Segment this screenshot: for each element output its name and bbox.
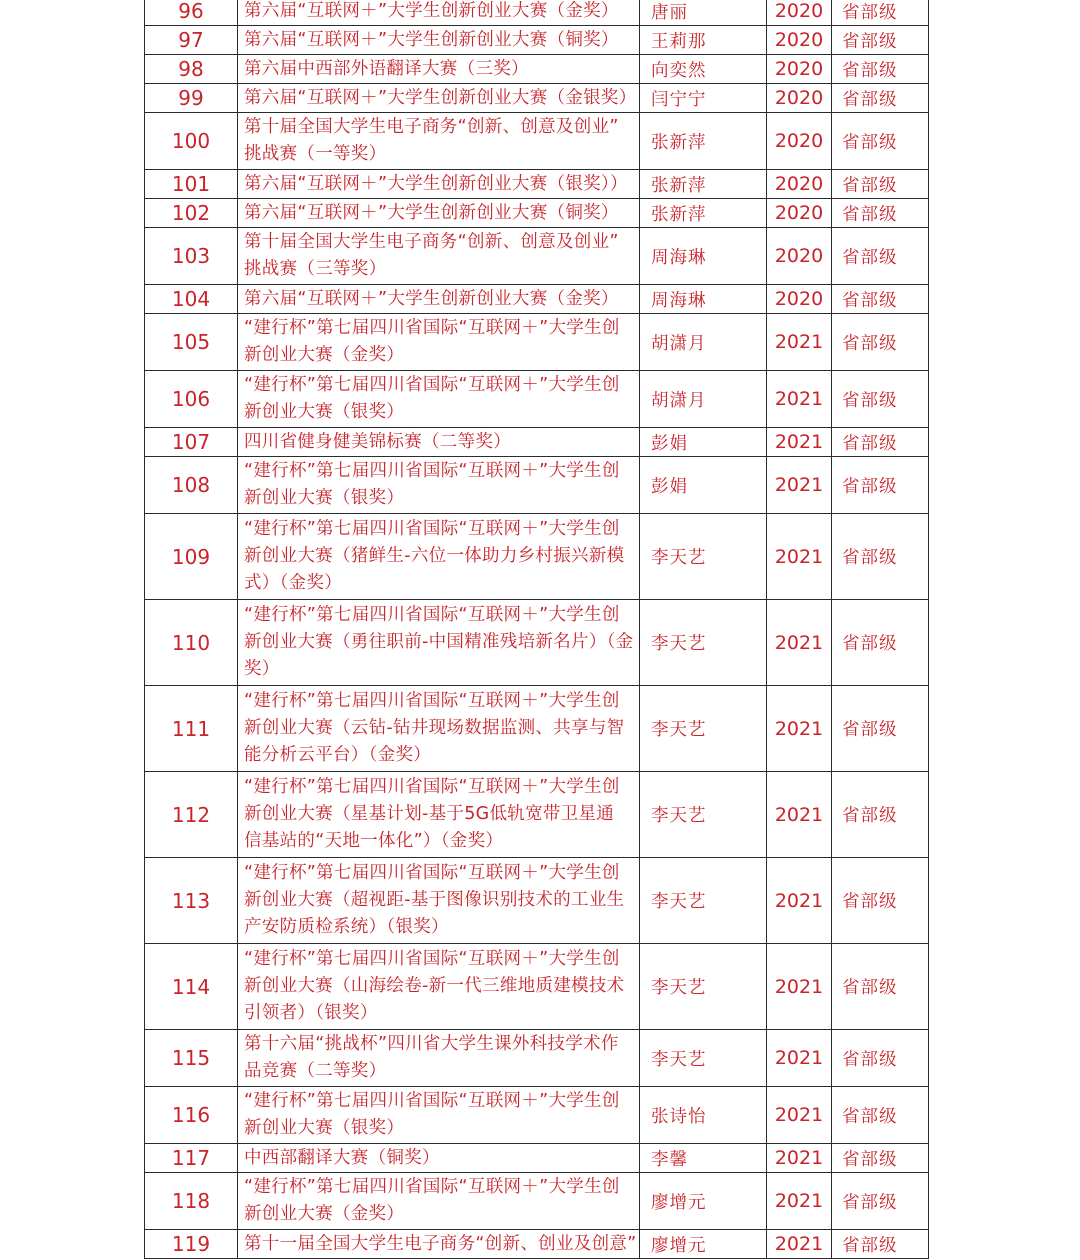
table-row: [145, 55, 929, 84]
award-year-cell: 2021: [767, 1087, 832, 1144]
award-number-cell: 105: [145, 314, 238, 371]
award-number-cell: 107: [145, 428, 238, 457]
award-name-cell: 第六届“互联网＋”大学生创新创业大赛（银奖））: [238, 170, 640, 199]
award-level-cell: 省部级: [832, 1030, 929, 1087]
award-name-cell: 第六届“互联网＋”大学生创新创业大赛（金奖）: [238, 285, 640, 314]
recipient-name-cell: 胡潇月: [640, 371, 767, 428]
award-year-cell: 2021: [767, 457, 832, 514]
award-number-cell: 116: [145, 1087, 238, 1144]
award-year-cell: 2021: [767, 858, 832, 944]
table-row: [145, 600, 929, 686]
award-number-cell: 119: [145, 1230, 238, 1259]
award-name-cell: “建行杯”第七届四川省国际“互联网＋”大学生创 新创业大赛（云钻-钻井现场数据监测、共享与智 能分析云平台）（金奖）: [238, 686, 640, 772]
award-name-cell: 第十一届全国大学生电子商务“创新、创业及创意”: [238, 1230, 640, 1259]
award-number-cell: 110: [145, 600, 238, 686]
award-name-cell: 第十六届“挑战杯”四川省大学生课外科技学术作 品竞赛（二等奖）: [238, 1030, 640, 1087]
award-level-cell: 省部级: [832, 1144, 929, 1173]
table-row: [145, 285, 929, 314]
award-year-cell: 2021: [767, 1030, 832, 1087]
award-number-cell: 101: [145, 170, 238, 199]
award-name-cell: 四川省健身健美锦标赛（二等奖）: [238, 428, 640, 457]
award-level-cell: 省部级: [832, 84, 929, 113]
award-name-cell: “建行杯”第七届四川省国际“互联网＋”大学生创 新创业大赛（猪鲜生-六位一体助力乡村振兴新模 式）（金奖）: [238, 514, 640, 600]
award-level-cell: 省部级: [832, 113, 929, 170]
award-name-cell: “建行杯”第七届四川省国际“互联网＋”大学生创 新创业大赛（银奖）: [238, 1087, 640, 1144]
recipient-name-cell: 唐丽: [640, 0, 767, 26]
recipient-name-cell: 张新萍: [640, 170, 767, 199]
table-row: [145, 113, 929, 170]
award-year-cell: 2020: [767, 84, 832, 113]
table-row: [145, 170, 929, 199]
award-level-cell: 省部级: [832, 428, 929, 457]
award-year-cell: 2020: [767, 113, 832, 170]
award-year-cell: 2021: [767, 944, 832, 1030]
award-year-cell: 2021: [767, 314, 832, 371]
table-row: [145, 0, 929, 26]
award-year-cell: 2021: [767, 1144, 832, 1173]
award-year-cell: 2021: [767, 772, 832, 858]
table-row: [145, 686, 929, 772]
award-level-cell: 省部级: [832, 1230, 929, 1259]
table-row: [145, 428, 929, 457]
award-number-cell: 103: [145, 228, 238, 285]
recipient-name-cell: 李天艺: [640, 1030, 767, 1087]
award-level-cell: 省部级: [832, 944, 929, 1030]
award-year-cell: 2020: [767, 199, 832, 228]
award-year-cell: 2020: [767, 170, 832, 199]
recipient-name-cell: 张新萍: [640, 199, 767, 228]
award-year-cell: 2021: [767, 371, 832, 428]
award-level-cell: 省部级: [832, 600, 929, 686]
award-year-cell: 2020: [767, 26, 832, 55]
table-row: [145, 314, 929, 371]
recipient-name-cell: 廖增元: [640, 1173, 767, 1230]
award-year-cell: 2021: [767, 600, 832, 686]
recipient-name-cell: 向奕然: [640, 55, 767, 84]
awards-table: [144, 0, 929, 1259]
recipient-name-cell: 张诗怡: [640, 1087, 767, 1144]
award-level-cell: 省部级: [832, 457, 929, 514]
award-name-cell: 第十届全国大学生电子商务“创新、创意及创业” 挑战赛（三等奖）: [238, 228, 640, 285]
table-row: [145, 228, 929, 285]
award-number-cell: 117: [145, 1144, 238, 1173]
award-name-cell: “建行杯”第七届四川省国际“互联网＋”大学生创 新创业大赛（山海绘卷-新一代三维地质建模技术 引领者）（银奖）: [238, 944, 640, 1030]
recipient-name-cell: 胡潇月: [640, 314, 767, 371]
table-row: [145, 1087, 929, 1144]
award-level-cell: 省部级: [832, 1173, 929, 1230]
table-row: [145, 199, 929, 228]
recipient-name-cell: 张新萍: [640, 113, 767, 170]
award-name-cell: “建行杯”第七届四川省国际“互联网＋”大学生创 新创业大赛（勇往职前-中国精准残培新名片）（金 奖）: [238, 600, 640, 686]
table-row: [145, 1173, 929, 1230]
award-number-cell: 98: [145, 55, 238, 84]
award-number-cell: 114: [145, 944, 238, 1030]
award-name-cell: 第六届“互联网＋”大学生创新创业大赛（铜奖）: [238, 199, 640, 228]
recipient-name-cell: 彭娟: [640, 457, 767, 514]
table-row: [145, 514, 929, 600]
award-name-cell: “建行杯”第七届四川省国际“互联网＋”大学生创 新创业大赛（银奖）: [238, 371, 640, 428]
award-level-cell: 省部级: [832, 55, 929, 84]
award-level-cell: 省部级: [832, 772, 929, 858]
recipient-name-cell: 闫宁宁: [640, 84, 767, 113]
award-name-cell: 第六届“互联网＋”大学生创新创业大赛（金银奖）: [238, 84, 640, 113]
award-name-cell: “建行杯”第七届四川省国际“互联网＋”大学生创 新创业大赛（金奖）: [238, 1173, 640, 1230]
award-number-cell: 100: [145, 113, 238, 170]
award-level-cell: 省部级: [832, 228, 929, 285]
award-number-cell: 113: [145, 858, 238, 944]
recipient-name-cell: 周海琳: [640, 228, 767, 285]
recipient-name-cell: 李天艺: [640, 514, 767, 600]
award-level-cell: 省部级: [832, 26, 929, 55]
award-level-cell: 省部级: [832, 314, 929, 371]
award-year-cell: 2021: [767, 1230, 832, 1259]
table-row: [145, 858, 929, 944]
recipient-name-cell: 王莉那: [640, 26, 767, 55]
recipient-name-cell: 李馨: [640, 1144, 767, 1173]
award-level-cell: 省部级: [832, 686, 929, 772]
award-number-cell: 104: [145, 285, 238, 314]
award-year-cell: 2021: [767, 1173, 832, 1230]
award-year-cell: 2020: [767, 285, 832, 314]
award-name-cell: 中西部翻译大赛（铜奖）: [238, 1144, 640, 1173]
award-name-cell: “建行杯”第七届四川省国际“互联网＋”大学生创 新创业大赛（金奖）: [238, 314, 640, 371]
award-level-cell: 省部级: [832, 858, 929, 944]
award-year-cell: 2020: [767, 228, 832, 285]
award-year-cell: 2020: [767, 0, 832, 26]
recipient-name-cell: 李天艺: [640, 772, 767, 858]
table-row: [145, 1144, 929, 1173]
award-year-cell: 2020: [767, 55, 832, 84]
recipient-name-cell: 李天艺: [640, 686, 767, 772]
table-row: [145, 1030, 929, 1087]
award-number-cell: 96: [145, 0, 238, 26]
award-number-cell: 111: [145, 686, 238, 772]
award-name-cell: “建行杯”第七届四川省国际“互联网＋”大学生创 新创业大赛（银奖）: [238, 457, 640, 514]
award-number-cell: 115: [145, 1030, 238, 1087]
table-row: [145, 371, 929, 428]
award-level-cell: 省部级: [832, 514, 929, 600]
awards-table-body: [145, 0, 929, 1259]
award-name-cell: 第六届“互联网＋”大学生创新创业大赛（金奖）: [238, 0, 640, 26]
award-number-cell: 118: [145, 1173, 238, 1230]
award-number-cell: 106: [145, 371, 238, 428]
recipient-name-cell: 李天艺: [640, 944, 767, 1030]
award-number-cell: 108: [145, 457, 238, 514]
table-row: [145, 84, 929, 113]
table-row: [145, 944, 929, 1030]
award-number-cell: 99: [145, 84, 238, 113]
table-row: [145, 1230, 929, 1259]
recipient-name-cell: 李天艺: [640, 858, 767, 944]
recipient-name-cell: 彭娟: [640, 428, 767, 457]
award-level-cell: 省部级: [832, 371, 929, 428]
award-number-cell: 112: [145, 772, 238, 858]
award-year-cell: 2021: [767, 428, 832, 457]
award-level-cell: 省部级: [832, 199, 929, 228]
award-number-cell: 102: [145, 199, 238, 228]
award-name-cell: 第十届全国大学生电子商务“创新、创意及创业” 挑战赛（一等奖）: [238, 113, 640, 170]
award-number-cell: 109: [145, 514, 238, 600]
award-year-cell: 2021: [767, 514, 832, 600]
award-name-cell: “建行杯”第七届四川省国际“互联网＋”大学生创 新创业大赛（星基计划-基于5G低轨宽带卫星通 信基站的“天地一体化”）（金奖）: [238, 772, 640, 858]
recipient-name-cell: 李天艺: [640, 600, 767, 686]
award-year-cell: 2021: [767, 686, 832, 772]
award-name-cell: 第六届“互联网＋”大学生创新创业大赛（铜奖）: [238, 26, 640, 55]
table-row: [145, 26, 929, 55]
award-level-cell: 省部级: [832, 285, 929, 314]
award-name-cell: 第六届中西部外语翻译大赛（三奖）: [238, 55, 640, 84]
table-row: [145, 457, 929, 514]
award-level-cell: 省部级: [832, 0, 929, 26]
award-level-cell: 省部级: [832, 170, 929, 199]
award-number-cell: 97: [145, 26, 238, 55]
recipient-name-cell: 周海琳: [640, 285, 767, 314]
award-level-cell: 省部级: [832, 1087, 929, 1144]
recipient-name-cell: 廖增元: [640, 1230, 767, 1259]
table-row: [145, 772, 929, 858]
award-name-cell: “建行杯”第七届四川省国际“互联网＋”大学生创 新创业大赛（超视距-基于图像识别技术的工业生 产安防质检系统）（银奖）: [238, 858, 640, 944]
